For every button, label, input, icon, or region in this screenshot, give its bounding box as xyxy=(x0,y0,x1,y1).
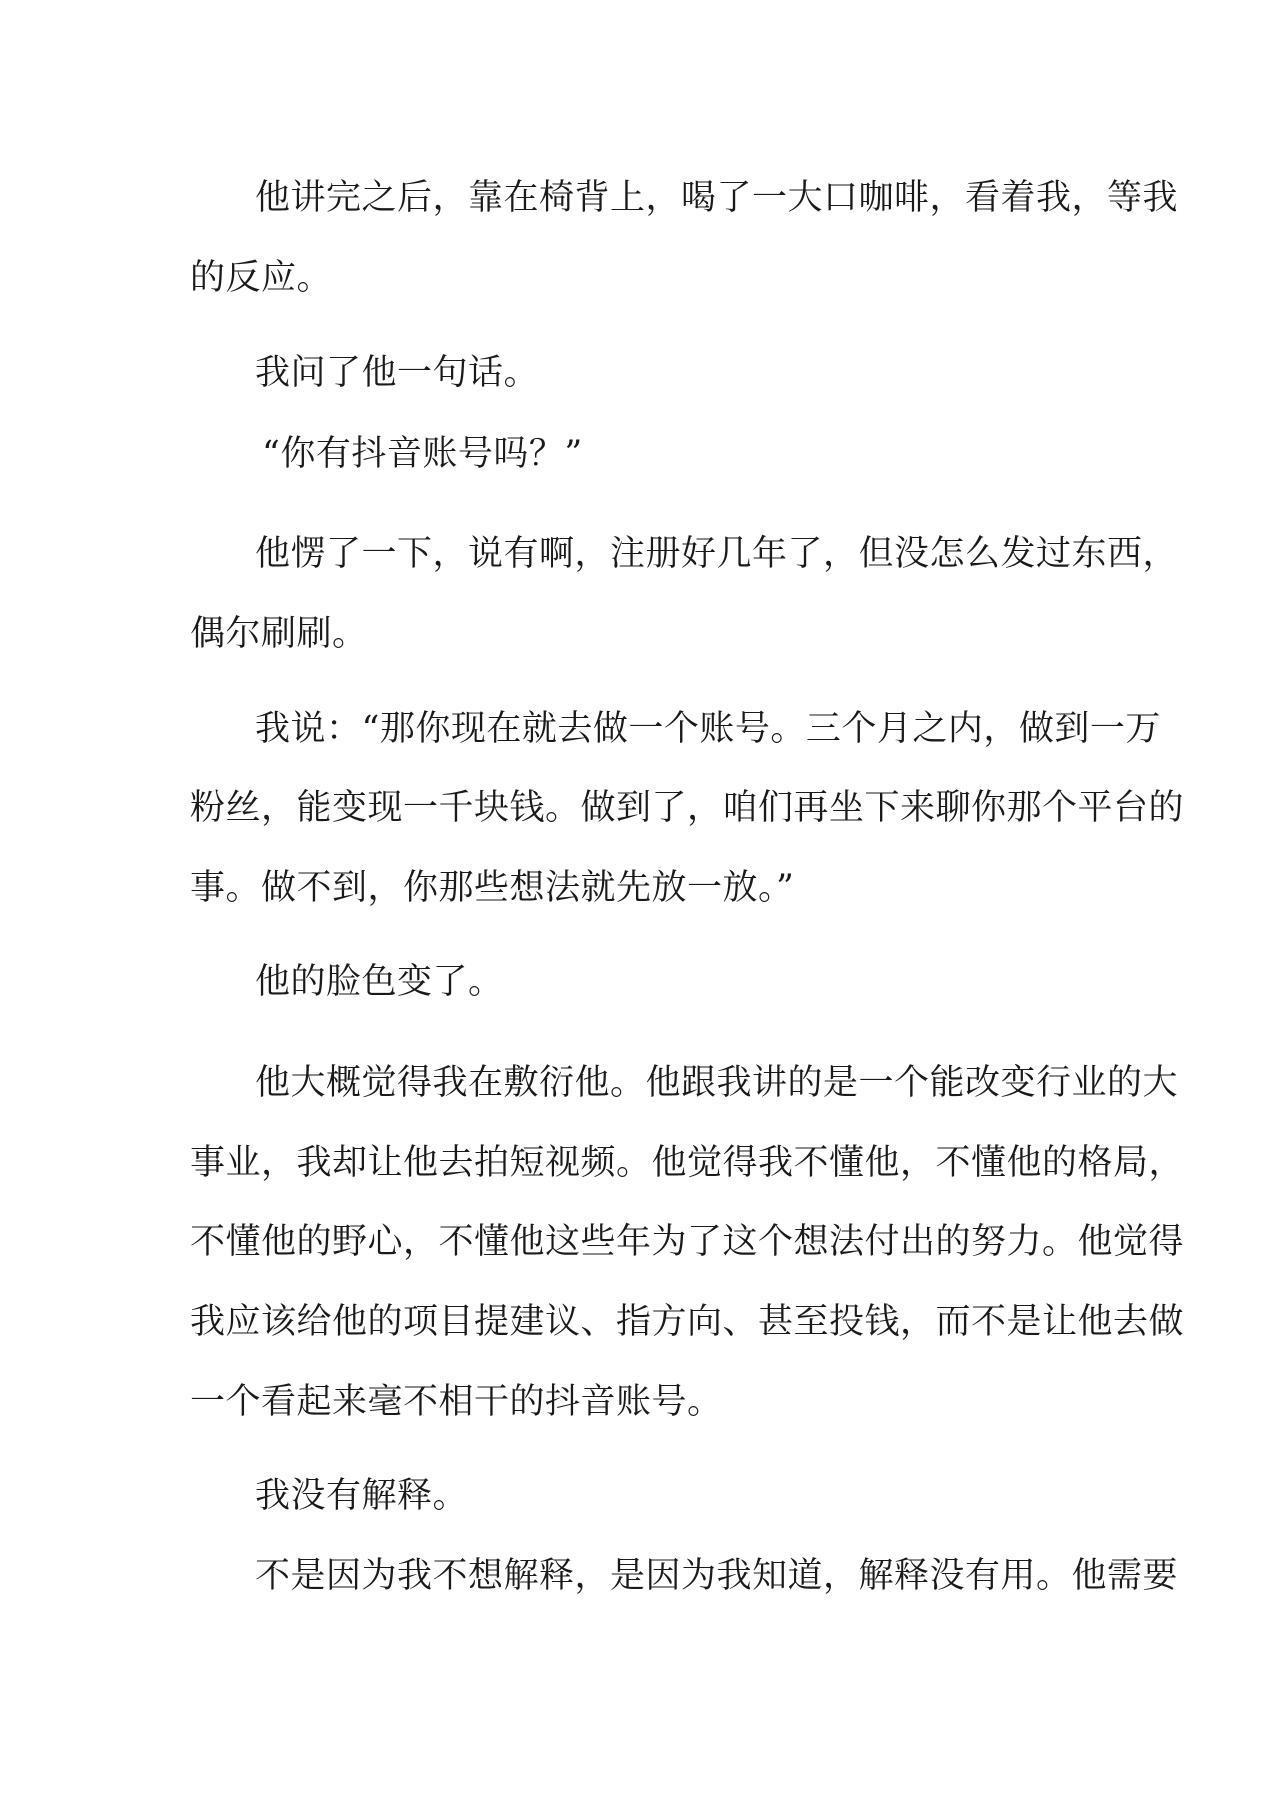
text-line: 不懂他的野心，不懂他这些年为了这个想法付出的努力。他觉得 xyxy=(190,1222,1185,1262)
text-line: 粉丝，能变现一千块钱。做到了，咱们再坐下来聊你那个平台的 xyxy=(190,788,1185,828)
text-line: 事。做不到，你那些想法就先放一放。” xyxy=(190,868,795,908)
text-line: “你有抖音账号吗？” xyxy=(262,434,583,474)
text-line: 不是因为我不想解释，是因为我知道，解释没有用。他需要 xyxy=(255,1556,1179,1596)
text-line: 他愣了一下，说有啊，注册好几年了，但没怎么发过东西， xyxy=(255,534,1179,574)
text-line: 我问了他一句话。 xyxy=(255,353,540,393)
text-line: 他讲完之后，靠在椅背上，喝了一大口咖啡，看着我，等我 xyxy=(255,178,1179,218)
text-line: 我说：“那你现在就去做一个账号。三个月之内，做到一万 xyxy=(255,709,1161,749)
text-line: 偶尔刷刷。 xyxy=(190,614,368,654)
text-line: 我没有解释。 xyxy=(255,1476,469,1516)
text-line: 我应该给他的项目提建议、指方向、甚至投钱，而不是让他去做 xyxy=(190,1302,1185,1342)
text-line: 的反应。 xyxy=(190,258,333,298)
text-line: 他的脸色变了。 xyxy=(255,962,504,1002)
text-line: 一个看起来毫不相干的抖音账号。 xyxy=(190,1382,723,1422)
text-line: 事业，我却让他去拍短视频。他觉得我不懂他，不懂他的格局， xyxy=(190,1143,1185,1183)
text-line: 他大概觉得我在敷衍他。他跟我讲的是一个能改变行业的大 xyxy=(255,1063,1179,1103)
